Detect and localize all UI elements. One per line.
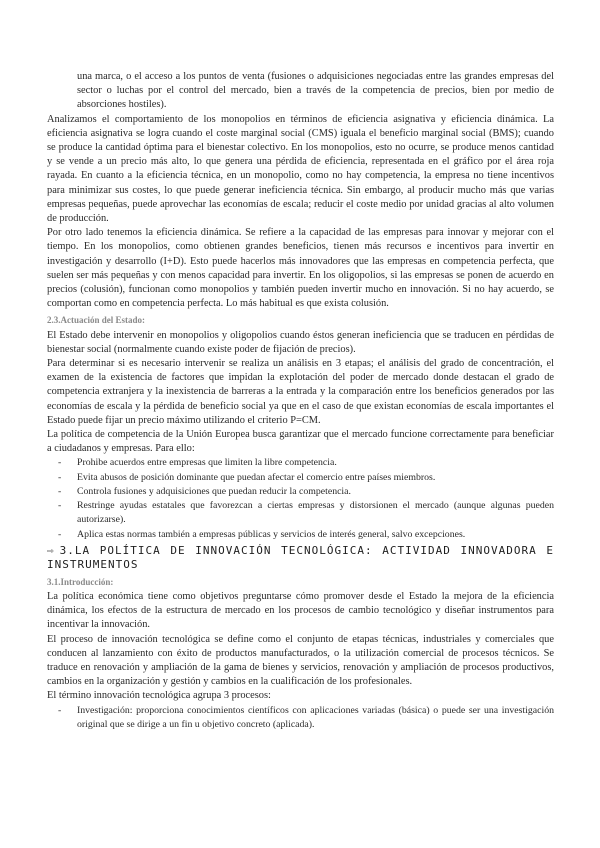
- heading-2-3: 2.3.Actuación del Estado:: [47, 315, 146, 326]
- dash-bullet: -: [58, 457, 62, 469]
- dash-bullet: -: [58, 500, 62, 512]
- list-item: [47, 499, 554, 527]
- list-item-text: Controla fusiones y adquisiciones que puedan reducir la competencia.: [77, 485, 351, 497]
- heading-3-1: 3.1.Introducción:: [47, 576, 114, 587]
- list-item: [47, 704, 554, 732]
- paragraph-eu-policy: La política de competencia de la Unión Europea busca garantizar que el mercado funcione correctamente para beneficiar a ciudadanos y empresas. Para ello:: [47, 429, 554, 455]
- list-item: [47, 485, 554, 499]
- paragraph-determine-intervention: Para determinar si es necesario intervenir se realiza un análisis en 3 etapas; el análisis del grado de concentración, el examen de la existencia de factores que impidan la explotación del poder de mercado donde destacan el grado de competencia extranjera y la inexistencia de barreras a la entrada y la comparación entre los beneficios generados por las economías de escala y la pérdida de beneficio social ya que en el caso de que existan economías de escala importantes el Estado puede fijar un precio máximo utilizando el criterio P=CM.: [47, 358, 554, 426]
- paragraph-innovation-term: El término innovación tecnológica agrupa 3 procesos:: [47, 690, 271, 702]
- list-item: [47, 456, 554, 470]
- list-item-text: Investigación: proporciona conocimientos científicos con aplicaciones variadas (básica) o puede ser una investigación original que se dirige a un fin u objetivo concreto (aplicada).: [77, 704, 554, 730]
- paragraph-innovation-process: El proceso de innovación tecnológica se define como el conjunto de etapas técnicas, industriales y comerciales que conducen al lanzamiento con éxito de productos manufacturados, o la utilización comercial de procesos técnicos. Se traduce en renovación y ampliación de la gama de bienes y servicios, renovación y ampliación de procesos productivos, cambios en la organización y gestión y cambios en la cualificación de los profesionales.: [47, 633, 554, 688]
- list-item-text: Prohibe acuerdos entre empresas que limiten la libre competencia.: [77, 457, 337, 469]
- intro-continuation: una marca, o el acceso a los puntos de venta (fusiones o adquisiciones negociadas entre las grandes empresas del sector o luchas por el control del mercado, bien a través de la competencia de precios, bien por medio de absorciones hostiles).: [77, 71, 554, 111]
- dash-bullet: -: [58, 704, 62, 716]
- paragraph-state-intervention: El Estado debe intervenir en monopolios y oligopolios cuando éstos generan ineficiencia que se traducen en pérdidas de bienestar social (normalmente cuando existe poder de fijación de precios).: [47, 329, 554, 355]
- list-item-text: Restringe ayudas estatales que favorezcan a ciertas empresas y distorsionen el mercado (aunque algunas pueden autorizarse).: [77, 500, 554, 526]
- list-item-text: Evita abusos de posición dominante que puedan afectar el comercio entre países miembros.: [77, 471, 436, 483]
- paragraph-efficiency: Analizamos el comportamiento de los monopolios en términos de eficiencia asignativa y eficiencia dinámica. La eficiencia asignativa se logra cuando el coste marginal social (CMS) iguala el beneficio marginal social (BMS); cuando se produce la cantidad óptima para el bienestar colectivo. En los monopolios, esto no ocurre, se produce menos cantidad y se vende a un precio más alto, lo que genera una pérdida de eficiencia, representada en el gráfico por el área roja rayada. En cuanto a la eficiencia técnica, en un monopolio, como no hay competencia, la empresa no tiene incentivos para minimizar sus costes, lo que puede generar ineficiencia técnica. Sin embargo, al producir mucho más que varias empresas pequeñas, puede aprovechar las economías de escala; reducir el coste medio por unidad gracias al alto volumen de producción.: [47, 113, 554, 225]
- list-item: [47, 471, 554, 485]
- dash-bullet: -: [58, 485, 62, 497]
- list-item-text: Aplica estas normas también a empresas públicas y servicios de interés general, salvo excepciones.: [77, 528, 466, 540]
- list-item: [47, 528, 554, 542]
- section-3-title-text: 3.LA POLÍTICA DE INNOVACIÓN TECNOLÓGICA: ACTIVIDAD INNOVADORA E INSTRUMENTOS: [47, 543, 554, 572]
- document-page: [47, 70, 554, 732]
- eu-measures-list: [47, 456, 554, 541]
- section-3-title: [47, 544, 554, 573]
- dash-bullet: -: [58, 471, 62, 483]
- dash-bullet: -: [58, 528, 62, 540]
- paragraph-dynamic-efficiency: Por otro lado tenemos la eficiencia dinámica. Se refiere a la capacidad de las empresas para innovar y mejorar con el tiempo. En los monopolios, como obtienen grandes beneficios, tienen más recursos e incentivos para invertir en investigación y desarrollo (I+D). Esto puede hacerlos más innovadores que las empresas en competencia perfecta, que suelen ser más pequeñas y con menos capacidad para invertir. En los oligopolios, si las empresas se ponen de acuerdo en precios (colusión), funcionan como monopolios y también pueden invertir mucho en innovación. Si no hay acuerdo, se comportan como en competencia perfecta. Lo más habitual es que exista colusión.: [47, 227, 554, 310]
- process-list: [47, 704, 554, 732]
- arrow-right-icon: ⇨: [47, 543, 54, 557]
- paragraph-innovation-policy: La política económica tiene como objetivos preguntarse cómo promover desde el Estado la mejora de la eficiencia dinámica, los efectos de la estructura de mercado en los procesos de cambio tecnológico y diseñar instrumentos para incentivar la innovación.: [47, 590, 554, 631]
